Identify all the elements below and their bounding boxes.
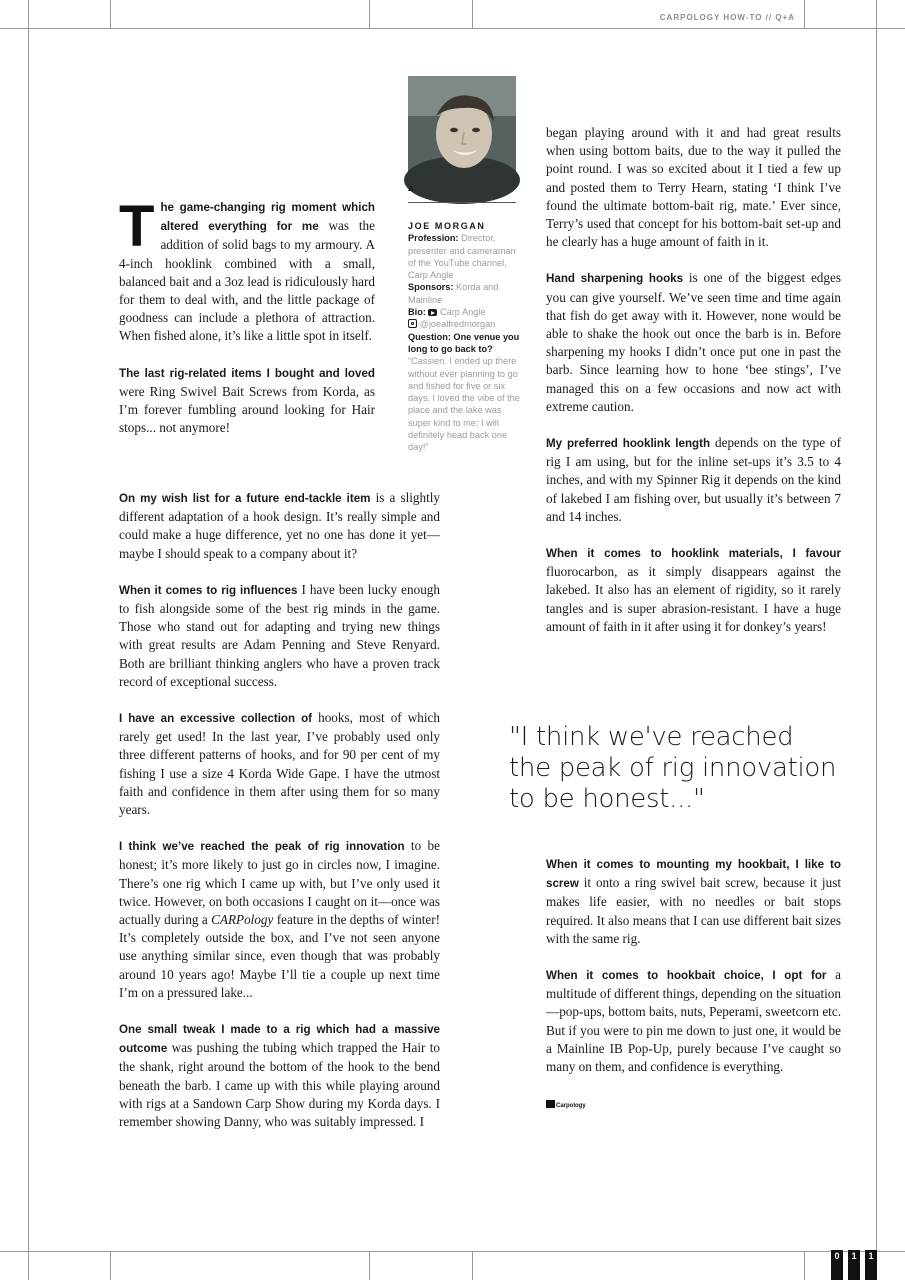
paragraph: The last rig-related items I bought and loved were Ring Swivel Bait Screws from Korda, as I’m forever fumbling around looking for Hair stops... not anymore! xyxy=(119,366,375,436)
page-number-digit: 0 xyxy=(831,1250,843,1280)
lead-in: When it comes to mounting my hookbait, I like to screw xyxy=(546,858,841,891)
profile-name: JOE MORGAN xyxy=(408,221,486,231)
bottom-rule xyxy=(0,1251,905,1252)
question-label: Question: One venue you long to go back to? xyxy=(408,331,520,354)
paragraph: One small tweak I made to a rig which had a massive outcome was pushing the tubing which trapped the Hair to the shank, right around the bottom of the hook to the bend beneath the barb. I came up with this while playing around with rigs at a Sandown Carp Show during my Korda days. I remember showing Danny, who was suitably impressed. I xyxy=(119,1023,440,1130)
pull-quote: "I think we've reached the peak of rig innovation to be honest..." xyxy=(509,722,837,814)
youtube-icon xyxy=(428,309,437,316)
instagram-handle: @joealfredmorgan xyxy=(419,319,496,330)
avatar xyxy=(408,76,516,184)
frame-line xyxy=(369,1251,370,1280)
lead-in: When it comes to hooklink materials, I favour xyxy=(546,547,841,561)
sponsors-value: Korda and Mainline xyxy=(408,282,499,305)
paragraph: Hand sharpening hooks is one of the biggest edges you can give yourself. We’ve seen time and time again that fish do get away with it. However, none would be able to shake the hook out once the barb is in. Before sharpening my hooks I didn’t once put one in past the barb. Since learning how to hone ‘bee stings’, I’ve managed this on a few occasions and now act with extreme caution. xyxy=(546,270,841,414)
profession-value: Director, presenter and cameraman of the YouTube channel, Carp Angle xyxy=(408,233,516,281)
lead-in: The last rig-related items I bought and loved xyxy=(119,366,375,380)
lead-in: I have an excessive collection of xyxy=(119,712,313,726)
article-column-left xyxy=(119,489,440,1149)
top-rule xyxy=(0,28,905,29)
frame-line xyxy=(110,0,111,28)
youtube-handle: Carp Angle xyxy=(439,307,486,318)
frame-line xyxy=(876,0,877,1280)
article-column-right-top xyxy=(546,124,841,654)
paragraph: When it comes to hooklink materials, I favour fluorocarbon, as it simply disappears against the lakebed. It also has an element of rigidity, so it rarely tangles and is super abrasion-resistant. I have a huge amount of faith in it after using it for donkey’s years! xyxy=(546,547,841,634)
frame-line xyxy=(369,0,370,28)
frame-line xyxy=(28,0,29,1280)
lead-in: he game-changing rig moment which altered everything for me xyxy=(160,201,375,234)
frame-line xyxy=(472,1251,473,1280)
portrait-photo xyxy=(408,76,516,184)
paragraph: When it comes to rig influences I have been lucky enough to fish alongside some of the best rig minds in the game. Those who stand out for adapting and trying new things with great results are Adam Penning and Steve Renyard. Both are brilliant thinking anglers who have a proven track record of exceptional success. xyxy=(119,581,440,689)
sponsors-label: Sponsors: xyxy=(408,282,454,293)
paragraph: When it comes to hookbait choice, I opt for a multitude of different things, depending on the situation—pop-ups, bottom baits, nuts, Peperami, sweetcorn etc. But if you were to pin me down to just one, it would be a Mainline IB Pop-Up, purely because I’ve caught so many on them, and confidence is everything. xyxy=(546,967,841,1075)
paragraph: When it comes to mounting my hookbait, I like to screw it onto a ring swivel bait screw, because it just makes life easier, with no needles or bait stops required. It also means that I can use different bait sizes with the same rig. xyxy=(546,858,841,946)
end-mark-logo xyxy=(546,1099,586,1109)
section-header: CARPOLOGY HOW-TO // Q+A xyxy=(659,13,795,22)
lead-in: One small tweak I made to a rig which had a massive outcome xyxy=(119,1023,440,1056)
lead-in: Hand sharpening hooks xyxy=(546,272,684,286)
profile-bio xyxy=(408,220,520,454)
frame-line xyxy=(804,1251,805,1280)
paragraph: began playing around with it and had great results when using bottom baits, due to the way it pulled the point round. I was so excited about it I tied a few up and posted them to Terry Hearn, stating ‘I think I’ve found the ultimate bottom-bait rig, mate.’ Ever since, Terry’s used that concept for his bottom-bait set-up and he clearly has a huge amount of faith in it. xyxy=(546,125,841,250)
page-number-digit: 1 xyxy=(865,1250,877,1280)
paragraph: My preferred hooklink length depends on the type of rig I am using, but for the inline set-ups it’s 3.5 to 4 inches, and with my Spinner Rig it depends on the kind of lakebed I am fishing over, but usually it’s between 7 and 14 inches. xyxy=(546,435,841,524)
lead-in: When it comes to rig influences xyxy=(119,583,298,597)
instagram-icon xyxy=(408,319,417,328)
drop-cap: T xyxy=(119,194,155,259)
lead-in: I think we’ve reached the peak of rig innovation xyxy=(119,840,405,854)
lead-in: My preferred hooklink length xyxy=(546,437,711,451)
article-column-left-top xyxy=(119,194,375,455)
frame-line xyxy=(472,0,473,28)
article-column-right-bottom xyxy=(546,855,841,1094)
divider xyxy=(408,202,516,203)
frame-line xyxy=(804,0,805,28)
bio-label: Bio: xyxy=(408,307,426,318)
lead-in: On my wish list for a future end-tackle item xyxy=(119,492,371,505)
triangle-marker-icon: ▲ xyxy=(408,183,415,192)
profession-label: Profession: xyxy=(408,233,459,244)
paragraph: I think we’ve reached the peak of rig innovation to be honest; it’s more likely to just go in circles now, I imagine. There’s one rig which I came up with, but I’ve only used it twice. However, on both occasions I caught on it—once was actually during a CARPology feature in the depths of winter! It’s completely outside the box, and I’ve not seen anyone use anything similar since, even though that was probably around 10 years ago! Maybe I’ll tie a couple up next time I’m on a pressured lake... xyxy=(119,838,440,1000)
svg-text:Carpology: Carpology xyxy=(556,1103,586,1109)
page-number-digit: 1 xyxy=(848,1250,860,1280)
lead-in: When it comes to hookbait choice, I opt for xyxy=(546,969,827,983)
paragraph: On my wish list for a future end-tackle item is a slightly different adaptation of a hook design. It’s really simple and could make a huge difference, yet no one has done it yet—maybe I should speak to a company about it? xyxy=(119,490,441,561)
paragraph: I have an excessive collection of hooks, most of which rarely get used! In the last year, I’ve probably used only three different patterns of hooks, and for 90 per cent of my fishing I use a size 4 Korda Wide Gape. I have the utmost faith and confidence in them after using them for so many years. xyxy=(119,710,440,818)
frame-line xyxy=(110,1251,111,1280)
question-answer: “Cassien. I ended up there without ever planning to go and fished for five or six days. I loved the vibe of the place and the lake was super kind to me; I will definitely head back one day!” xyxy=(408,356,520,453)
paragraph: The game-changing rig moment which altered everything for me was the addition of solid bags to my armoury. A 4-inch hooklink combined with a small, balanced bait and a 3oz lead is ridiculously hard for them to deal with, and the little package of goodness can include a plethora of attraction. When fished alone, it’s like a little spot in itself. xyxy=(119,194,375,344)
